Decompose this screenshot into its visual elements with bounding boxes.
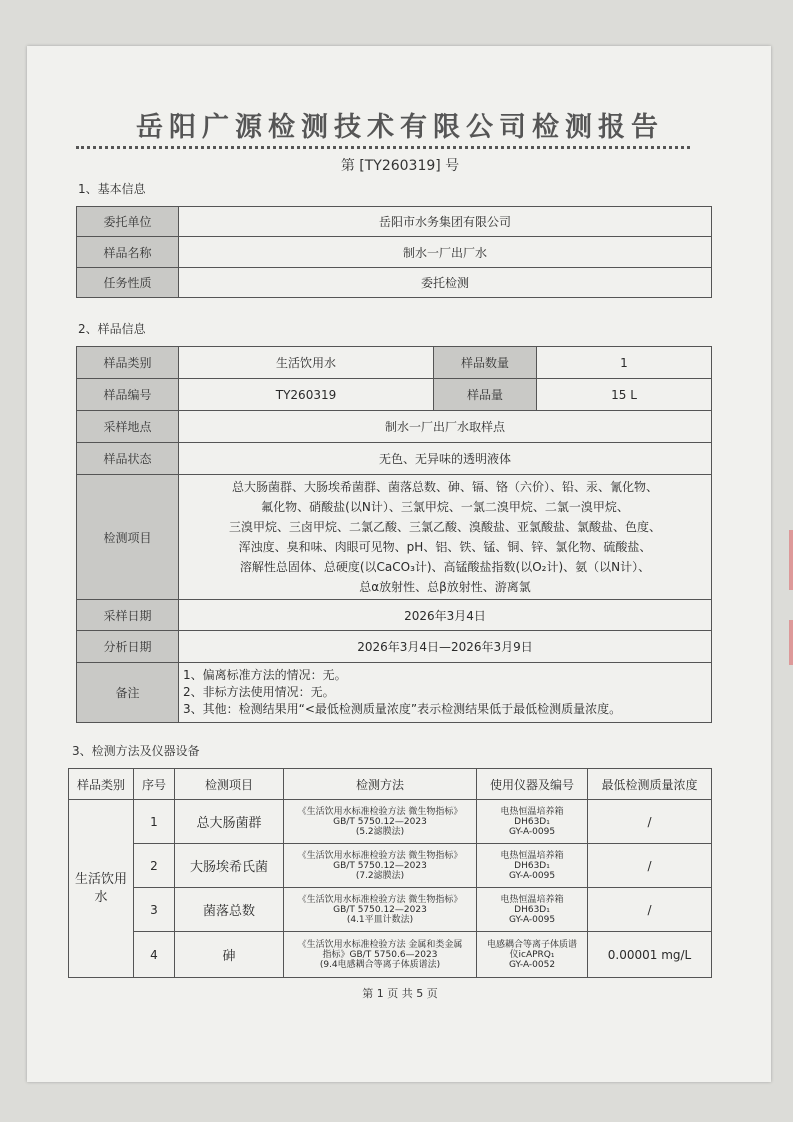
method-line: (9.4电感耦合等离子体质谱法) — [319, 959, 441, 970]
report-title: 岳阳广源检测技术有限公司检测报告 — [136, 112, 664, 143]
site-value: 制水一厂出厂水取样点 — [179, 411, 712, 443]
row-method — [284, 800, 477, 844]
instrument-line: GY-A-0052 — [508, 959, 556, 970]
items-label: 检测项目 — [77, 475, 179, 600]
instrument-line: 电热恒温培养箱 — [500, 894, 564, 905]
row-method — [284, 932, 477, 978]
row-instrument — [477, 844, 588, 888]
notes-value — [179, 663, 712, 723]
note-line: 2、非标方法使用情况：无。 — [183, 685, 335, 699]
code-value: TY260319 — [179, 379, 434, 411]
row-no: 2 — [134, 844, 175, 888]
method-line: GB/T 5750.12—2023 — [333, 816, 427, 827]
title-divider — [76, 146, 690, 149]
row-limit: 0.00001 mg/L — [588, 932, 712, 978]
table-row — [69, 800, 712, 844]
analysis-date-value: 2026年3月4日—2026年3月9日 — [179, 631, 712, 663]
row-no: 4 — [134, 932, 175, 978]
note-line: 3、其他：检测结果用“<最低检测质量浓度”表示检测结果低于最低检测质量浓度。 — [183, 702, 622, 716]
section3-heading: 3、检测方法及仪器设备 — [72, 744, 200, 758]
table-row — [69, 932, 712, 978]
state-value: 无色、无异味的透明液体 — [179, 443, 712, 475]
instrument-line: 电热恒温培养箱 — [500, 806, 564, 817]
methods-table — [68, 768, 712, 978]
task-type-label: 任务性质 — [77, 268, 179, 298]
method-line: 指标》GB/T 5750.6—2023 — [322, 949, 438, 960]
method-line: 《生活饮用水标准检验方法 金属和类金属 — [297, 939, 463, 950]
table-row — [69, 844, 712, 888]
row-instrument — [477, 888, 588, 932]
row-method — [284, 844, 477, 888]
method-line: GB/T 5750.12—2023 — [333, 904, 427, 915]
sample-info-table — [76, 346, 712, 723]
items-line: 总大肠菌群、大肠埃希菌群、菌落总数、砷、镉、铬（六价）、铅、汞、氰化物、 — [231, 480, 658, 494]
sample-name-label: 样品名称 — [77, 237, 179, 268]
category-label: 样品类别 — [77, 347, 179, 379]
method-line: 《生活饮用水标准检验方法 微生物指标》 — [297, 850, 463, 861]
row-instrument — [477, 932, 588, 978]
task-type-value: 委托检测 — [179, 268, 712, 298]
section2-heading: 2、样品信息 — [78, 322, 146, 336]
instrument-line: GY-A-0095 — [508, 914, 556, 925]
sampling-date-label: 采样日期 — [77, 600, 179, 631]
items-line: 总α放射性、总β放射性、游离氯 — [359, 580, 531, 594]
method-line: 《生活饮用水标准检验方法 微生物指标》 — [297, 894, 463, 905]
method-line: (4.1平皿计数法) — [346, 914, 414, 925]
instrument-line: 电感耦合等离子体质谱 — [486, 939, 577, 950]
row-item: 菌落总数 — [175, 888, 284, 932]
header-item: 检测项目 — [175, 769, 284, 800]
site-label: 采样地点 — [77, 411, 179, 443]
table-row — [69, 888, 712, 932]
page-footer: 第 1 页 共 5 页 — [362, 987, 438, 1000]
client-label: 委托单位 — [77, 207, 179, 237]
instrument-line: 仪icAPRQ₁ — [509, 949, 555, 960]
row-item: 总大肠菌群 — [175, 800, 284, 844]
method-line: (5.2滤膜法) — [355, 826, 405, 837]
sample-name-value: 制水一厂出厂水 — [179, 237, 712, 268]
stamp-edge — [789, 530, 793, 590]
items-line: 三溴甲烷、三卤甲烷、二氯乙酸、三氯乙酸、溴酸盐、亚氯酸盐、氯酸盐、色度、 — [228, 520, 661, 534]
items-line: 溶解性总固体、总硬度(以CaCO₃计)、高锰酸盐指数(以O₂计)、氨（以N计）、 — [239, 560, 651, 574]
header-category: 样品类别 — [69, 769, 134, 800]
client-value: 岳阳市水务集团有限公司 — [179, 207, 712, 237]
row-item: 砷 — [175, 932, 284, 978]
method-line: 《生活饮用水标准检验方法 微生物指标》 — [297, 806, 463, 817]
method-line: GB/T 5750.12—2023 — [333, 860, 427, 871]
category-value: 生活饮用水 — [179, 347, 434, 379]
sampling-date-value: 2026年3月4日 — [179, 600, 712, 631]
basic-info-table — [76, 206, 712, 298]
notes-label: 备注 — [77, 663, 179, 723]
state-label: 样品状态 — [77, 443, 179, 475]
instrument-line: DH63D₁ — [514, 860, 550, 871]
instrument-line: 电热恒温培养箱 — [500, 850, 564, 861]
row-method — [284, 888, 477, 932]
header-method: 检测方法 — [284, 769, 477, 800]
row-limit: / — [588, 844, 712, 888]
qty-value: 1 — [537, 347, 712, 379]
items-line: 氟化物、硝酸盐(以N计）、三氯甲烷、一氯二溴甲烷、二氯一溴甲烷、 — [261, 500, 629, 514]
header-instrument: 使用仪器及编号 — [477, 769, 588, 800]
instrument-line: DH63D₁ — [514, 816, 550, 827]
row-no: 3 — [134, 888, 175, 932]
instrument-line: DH63D₁ — [514, 904, 550, 915]
row-limit: / — [588, 800, 712, 844]
category-cell: 生活饮用水 — [69, 800, 134, 978]
row-no: 1 — [134, 800, 175, 844]
row-instrument — [477, 800, 588, 844]
report-number: 第 [TY260319] 号 — [340, 158, 460, 174]
amount-value: 15 L — [537, 379, 712, 411]
header-no: 序号 — [134, 769, 175, 800]
stamp-edge-lower — [789, 620, 793, 665]
amount-label: 样品量 — [434, 379, 537, 411]
analysis-date-label: 分析日期 — [77, 631, 179, 663]
items-value — [179, 475, 712, 600]
method-line: (7.2滤膜法) — [355, 870, 405, 881]
section1-heading: 1、基本信息 — [78, 182, 146, 196]
row-item: 大肠埃希氏菌 — [175, 844, 284, 888]
header-limit: 最低检测质量浓度 — [588, 769, 712, 800]
instrument-line: GY-A-0095 — [508, 826, 556, 837]
row-limit: / — [588, 888, 712, 932]
items-line: 浑浊度、臭和味、肉眼可见物、pH、铝、铁、锰、铜、锌、氯化物、硫酸盐、 — [238, 540, 652, 554]
qty-label: 样品数量 — [434, 347, 537, 379]
note-line: 1、偏离标准方法的情况：无。 — [183, 668, 347, 682]
instrument-line: GY-A-0095 — [508, 870, 556, 881]
code-label: 样品编号 — [77, 379, 179, 411]
